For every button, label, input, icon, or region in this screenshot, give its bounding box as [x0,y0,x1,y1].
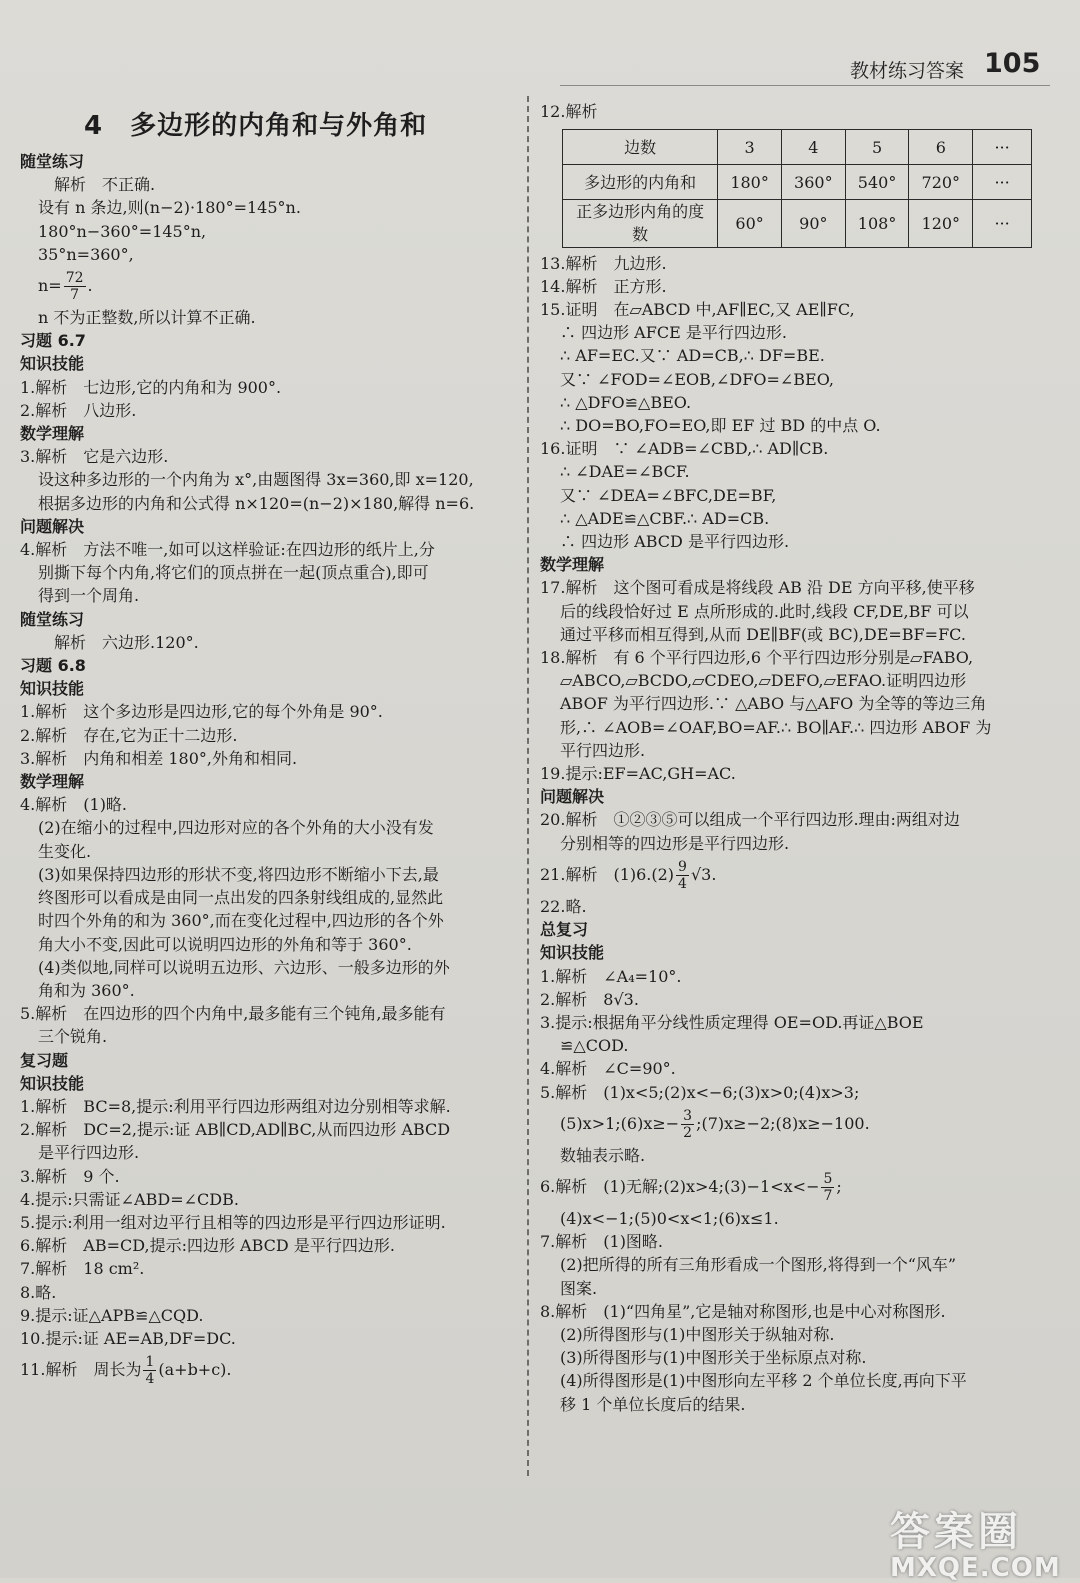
answer-line: 4.解析 方法不唯一,如可以这样验证:在四边形的纸片上,分 [20,540,435,560]
table-cell: 6 [909,130,973,165]
section-heading: 知识技能 [20,679,85,699]
table-cell: 720° [909,165,973,200]
right-lines [540,252,1032,1416]
line-text: √3. [690,864,717,884]
fraction [821,1171,834,1204]
answer-line: 平行四边形. [560,740,646,760]
answer-line: 10.提示:证 AE=AB,DF=DC. [20,1328,236,1348]
section-heading: 知识技能 [20,354,85,374]
fraction-denominator: 4 [145,1371,155,1388]
answer-line: 2.解析 八边形. [20,400,137,420]
section-heading: 复习题 [20,1050,69,1070]
answer-line [20,1350,512,1390]
table-cell: 90° [781,200,845,247]
header-label: 教材练习答案 [850,60,965,82]
answer-line: n 不为正整数,所以计算不正确. [38,308,256,328]
answer-line: (4)所得图形是(1)中图形向左平移 2 个单位长度,再向下平 [560,1371,967,1391]
table-cell: ··· [973,130,1032,165]
answer-line: 1.解析 ∠A₄=10°. [540,966,682,986]
answer-line: ∴ AF=EC.又∵ AD=CB,∴ DF=BE. [560,346,825,366]
answer-line: 3.提示:根据角平分线性质定理得 OE=OD.再证△BOE [540,1012,924,1032]
answer-line: 3.解析 它是六边形. [20,447,169,467]
answer-line: ∴ △ADE≌△CBF.∴ AD=CB. [560,508,770,528]
answer-line: ABOF 为平行四边形.∵ △ABO 与△AFO 为全等的等边三角 [560,694,987,714]
answer-line: 5.解析 在四边形的四个内角中,最多能有三个钝角,最多能有 [20,1004,446,1024]
section-heading: 数学理解 [540,555,605,575]
answer-line: 7.解析 18 cm². [20,1259,145,1279]
table-cell: 540° [845,165,909,200]
fraction [676,859,689,892]
answer-line: (2)把所得的所有三角形看成一个图形,将得到一个“风车” [560,1255,957,1275]
answer-line: 180°n−360°=145°n, [38,221,207,241]
answer-line: ∴ 四边形 AFCE 是平行四边形. [560,323,787,343]
answer-line [540,855,1032,895]
answer-line: 4.提示:只需证∠ABD=∠CDB. [20,1189,239,1209]
line-text: n= [38,276,62,296]
section-heading: 习题 6.7 [20,331,86,351]
table-cell: 60° [718,200,782,247]
answer-line: 得到一个周角. [38,586,140,606]
watermark [890,1500,1061,1583]
answer-line: 终图形可以看成是由同一点出发的四条射线组成的,显然此 [38,888,444,908]
line-text: ; [836,1176,842,1196]
table-cell: 180° [718,165,782,200]
answer-line: 7.解析 (1)图略. [540,1232,664,1252]
right-column [540,100,1032,1416]
column-divider [527,96,529,1476]
header-rule [560,85,1050,86]
q12-label: 12.解析 [540,102,598,121]
answer-line: 1.解析 BC=8,提示:利用平行四边形两组对边分别相等求解. [20,1096,451,1116]
line-text: 11.解析 周长为 [20,1360,142,1380]
answer-line: 19.提示:EF=AC,GH=AC. [540,764,736,784]
fraction-numerator: 5 [823,1170,833,1187]
answer-line: 角和为 360°. [38,980,135,1000]
section-title: 4 多边形的内角和与外角和 [84,111,428,141]
answer-line: 2.解析 存在,它为正十二边形. [20,725,238,745]
watermark-top: 答案圈 [890,1509,1022,1555]
answer-line: 14.解析 正方形. [540,276,667,296]
answer-line: 3.解析 内角和相差 180°,外角和相同. [20,748,298,768]
table-cell: 正多边形内角的度数 [563,200,718,247]
table-cell: 边数 [563,130,718,165]
fraction-numerator: 9 [678,858,687,875]
fraction-denominator: 4 [678,875,687,892]
answer-line: (3)如果保持四边形的形状不变,将四边形不断缩小下去,最 [38,864,439,884]
table-cell: ··· [973,200,1032,247]
table-row [563,200,1032,247]
answer-line: 设这种多边形的一个内角为 x°,由题图得 3x=360,即 x=120, [38,470,474,490]
answer-line: 1.解析 七边形,它的内角和为 900°. [20,377,282,397]
answer-line: 35°n=360°, [38,244,134,264]
answer-line [20,266,512,306]
answer-line: 生变化. [38,841,92,861]
answer-line: ∴ △DFO≌△BEO. [560,392,692,412]
answer-line: 是平行四边形. [38,1143,140,1163]
left-lines [20,150,512,1390]
table-cell: 多边形的内角和 [563,165,718,200]
angle-table [562,129,1032,247]
table-cell: 108° [845,200,909,247]
answer-line: 移 1 个单位长度后的结果. [560,1394,746,1414]
answer-line: 16.证明 ∵ ∠ADB=∠CBD,∴ AD∥CB. [540,439,829,459]
section-heading: 知识技能 [20,1073,85,1093]
section-heading: 随堂练习 [20,609,85,629]
section-heading: 总复习 [540,920,589,940]
answer-line: 时四个外角的和为 360°,而在变化过程中,四边形的各个外 [38,911,444,931]
answer-line [540,1167,1032,1207]
answer-line: ∴ 四边形 ABCD 是平行四边形. [560,532,790,552]
fraction [143,1354,156,1387]
line-text: (a+b+c). [158,1360,232,1380]
section-heading: 数学理解 [20,772,85,792]
answer-line: (2)所得图形与(1)中图形关于纵轴对称. [560,1324,835,1344]
answer-line: 通过平移而相互得到,从而 DE∥BF(或 BC),DE=BF=FC. [560,624,966,644]
line-text: (5)x>1;(6)x≥− [560,1113,680,1133]
fraction-denominator: 7 [823,1187,833,1204]
watermark-bottom: MXQE.COM [890,1553,1061,1583]
line-text: ;(7)x≥−2;(8)x≥−100. [696,1113,870,1133]
left-column [20,100,512,1390]
answer-line: 解析 六边形.120°. [38,632,199,652]
answer-line: ≌△COD. [560,1036,629,1056]
section-heading: 问题解决 [20,516,85,536]
answer-line: 角大小不变,因此可以说明四边形的外角和等于 360°. [38,934,412,954]
fraction-numerator: 72 [65,270,84,287]
answer-line: ▱ABCO,▱BCDO,▱CDEO,▱DEFO,▱EFAO.证明四边形 [560,671,967,691]
answer-line: 分别相等的四边形是平行四边形. [560,833,790,853]
fraction [681,1108,694,1141]
answer-line: 2.解析 DC=2,提示:证 AB∥CD,AD∥BC,从而四边形 ABCD [20,1120,451,1140]
answer-line: 8.略. [20,1282,57,1302]
line-text: . [87,276,93,296]
answer-line: 根据多边形的内角和公式得 n×120=(n−2)×180,解得 n=6. [38,493,475,513]
answer-line: ∴ DO=BO,FO=EO,即 EF 过 BD 的中点 O. [560,416,881,436]
answer-line: 设有 n 条边,则(n−2)·180°=145°n. [38,198,301,218]
table-row [563,165,1032,200]
fraction-numerator: 3 [683,1107,693,1124]
fraction [64,270,86,303]
section-heading: 随堂练习 [20,152,85,171]
fraction-denominator: 7 [70,287,80,304]
table-cell: 4 [781,130,845,165]
fraction-numerator: 1 [145,1354,155,1371]
answer-line: 22.略. [540,896,587,916]
table-cell: 360° [781,165,845,200]
answer-line: 9.提示:证△APB≌△CQD. [20,1305,204,1325]
table-cell: 5 [845,130,909,165]
answer-line: 8.解析 (1)“四角星”,它是轴对称图形,也是中心对称图形. [540,1301,946,1321]
table-cell: 3 [718,130,782,165]
answer-line: 5.提示:利用一组对边平行且相等的四边形是平行四边形证明. [20,1212,446,1232]
answer-line: 形,∴ ∠AOB=∠OAF,BO=AF.∴ BO∥AF.∴ 四边形 ABOF 为 [560,717,992,737]
table-row [563,130,1032,165]
table-cell: 120° [909,200,973,247]
line-text: 21.解析 (1)6.(2) [540,864,675,884]
answer-line: 1.解析 这个多边形是四边形,它的每个外角是 90°. [20,702,383,722]
section-heading: 数学理解 [20,424,85,444]
answer-line: 3.解析 9 个. [20,1166,120,1186]
answer-line: (4)x<−1;(5)0<x<1;(6)x≤1. [560,1208,779,1228]
answer-line: 三个锐角. [38,1027,108,1047]
answer-line: 又∵ ∠FOD=∠EOB,∠DFO=∠BEO, [560,369,834,389]
answer-line: 解析 不正确. [38,175,156,195]
fraction-denominator: 2 [683,1124,693,1141]
answer-line: 数轴表示略. [560,1145,646,1165]
answer-line: 又∵ ∠DEA=∠BFC,DE=BF, [560,485,777,505]
answer-line: 后的线段恰好过 E 点所形成的.此时,线段 CF,DE,BF 可以 [560,601,969,621]
section-heading: 知识技能 [540,943,605,963]
answer-line [540,1104,1032,1144]
section-heading: 问题解决 [540,787,605,807]
answer-line: 20.解析 ①②③⑤可以组成一个平行四边形.理由:两组对边 [540,810,960,830]
answer-line: 18.解析 有 6 个平行四边形,6 个平行四边形分别是▱FABO, [540,648,974,668]
answer-line: 4.解析 ∠C=90°. [540,1059,676,1079]
page-number: 105 [984,48,1041,79]
answer-line: (4)类似地,同样可以说明五边形、六边形、一般多边形的外 [38,957,450,977]
answer-line: ∴ ∠DAE=∠BCF. [560,462,690,482]
line-text: 6.解析 (1)无解;(2)x>4;(3)−1<x<− [540,1176,820,1196]
answer-line: (3)所得图形与(1)中图形关于坐标原点对称. [560,1348,867,1368]
answer-line: 别撕下每个内角,将它们的顶点拼在一起(顶点重合),即可 [38,563,429,583]
table-cell: ··· [973,165,1032,200]
answer-line: (2)在缩小的过程中,四边形对应的各个外角的大小没有发 [38,818,434,838]
answer-line: 4.解析 (1)略. [20,795,128,815]
answer-line: 15.证明 在▱ABCD 中,AF∥EC,又 AE∥FC, [540,300,855,320]
answer-line: 图案. [560,1278,598,1298]
section-heading: 习题 6.8 [20,656,86,676]
answer-line: 5.解析 (1)x<5;(2)x<−6;(3)x>0;(4)x>3; [540,1082,860,1102]
answer-line: 13.解析 九边形. [540,253,667,273]
answer-line: 2.解析 8√3. [540,989,639,1009]
answer-line: 6.解析 AB=CD,提示:四边形 ABCD 是平行四边形. [20,1236,395,1256]
answer-line: 17.解析 这个图可看成是将线段 AB 沿 DE 方向平移,使平移 [540,578,975,598]
